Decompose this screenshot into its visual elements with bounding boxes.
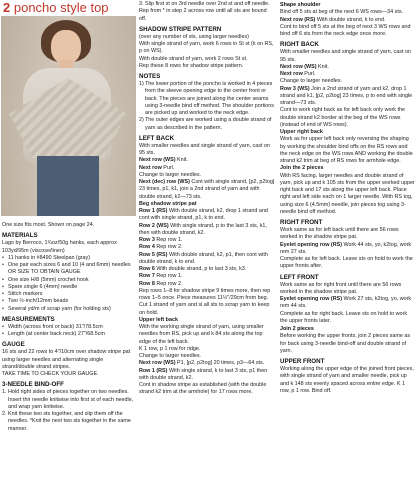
- size-intro: One size fits most. Shown on page 24.: [2, 222, 95, 228]
- instruction-line: [280, 366, 415, 395]
- instruction-line: [280, 311, 415, 326]
- instruction-text: Knit.: [175, 157, 188, 164]
- instruction-text: With single strand, p to the last 3 sts, k1, then with double strand, k2.: [139, 222, 267, 236]
- left-back-instructions: [139, 143, 275, 397]
- right-front-heading: RIGHT FRONT: [280, 219, 323, 226]
- instruction-text: Knit.: [316, 63, 329, 70]
- materials-intro: Lago by Berroco, 1¾oz/50g hanks, each approx 103yd/95m (viscose/linen): [2, 240, 117, 254]
- instruction-label: Upper right back: [280, 129, 323, 135]
- instruction-line: [139, 317, 275, 324]
- instruction-line: [280, 86, 415, 108]
- instruction-text: With smaller needles and single strand of yarn, cast on 95 sts.: [139, 142, 270, 156]
- instruction-text: Change to larger needles.: [139, 171, 202, 178]
- upper-front-instructions: [280, 366, 415, 395]
- join-pieces-instructions: [280, 333, 415, 355]
- gauge-text: 16 sts and 22 rows to 4"/10cm over shadow stripe pat using larger needles and alternating single strand/double strand stripes.: [2, 349, 131, 370]
- instruction-line: [139, 324, 275, 346]
- right-back-instructions: [280, 49, 415, 216]
- instruction-label: Upper left back: [139, 316, 178, 323]
- instruction-text: Bind off 5 sts at beg of the next 6 WS rows—34 sts.: [280, 9, 404, 16]
- instruction-text: Rep row 2.: [154, 244, 183, 251]
- instruction-text: With double strand, k to end.: [315, 16, 386, 23]
- instruction-label: Beg shadow stripe pat: [139, 200, 197, 207]
- instruction-text: Rep row 2.: [154, 280, 183, 287]
- instruction-label: Next row: [139, 164, 162, 171]
- instruction-text: Rep row 1.: [154, 237, 183, 243]
- note-item: 2) The outer edges are worked using a double strand of yarn as described in the pattern.: [139, 117, 272, 131]
- instruction-line: [280, 173, 415, 217]
- right-front-instructions: [280, 227, 415, 271]
- model-photo: [1, 16, 136, 216]
- instruction-text: Rep row 1.: [154, 273, 183, 280]
- instruction-label: Next row (RS): [280, 16, 316, 23]
- instruction-line: [139, 273, 275, 280]
- instruction-line: [280, 227, 415, 242]
- instruction-label: Row 1 (RS): [139, 367, 168, 374]
- instruction-label: Next row (WS): [280, 63, 317, 70]
- instruction-text: With RS facing, larger needles and double strand of yarn, pick up and k 105 sts from the upper worked upper right back and 17 sts along the upper left back. Place right and left side each on 1 larger needle. With RS tog, using size 6 (4.5mm) needle, join pieces tog using 3-needle bind off method.: [280, 172, 415, 215]
- instruction-text: Cont with single strand, [p2, p2tog] 23 times, p1, k1, join a 2nd strand of yarn and with double strand, k2—73 sts.: [139, 179, 275, 200]
- instruction-line: [139, 360, 275, 367]
- instruction-text: Change to larger needles.: [139, 353, 202, 359]
- instruction-line: [280, 107, 415, 129]
- measurements-heading: MEASUREMENTS: [2, 315, 55, 323]
- shadow-stripe-heading: SHADOW STRIPE PATTERN: [139, 25, 222, 33]
- instruction-label: Row 1 (RS): [139, 208, 168, 214]
- materials-item: • Several yd/m of scrap yarn (for holding sts): [2, 306, 134, 313]
- instruction-label: Eyelet opening row (RS): [280, 241, 342, 248]
- instruction-label: Row 3: [139, 237, 155, 243]
- instruction-label: Row 8: [139, 280, 155, 287]
- shape-shoulder-instructions: [280, 9, 415, 38]
- instruction-line: [139, 266, 275, 273]
- instruction-line: [280, 71, 415, 78]
- materials-heading: MATERIALS: [2, 232, 38, 240]
- left-front-instructions: [280, 282, 415, 326]
- instruction-text: Complete as for right back. Leave sts on hold to work the upper fronts later.: [280, 310, 408, 324]
- instruction-text: With smaller needles and single strand of yarn, cast on 95 sts.: [280, 49, 411, 63]
- shadow-stripe-line: With single strand of yarn, work 6 rows in St st (k on RS, p on WS).: [139, 41, 274, 55]
- instruction-line: [139, 288, 275, 317]
- instruction-line: [280, 256, 415, 271]
- bind-off-step-3: 3. Slip first st on 3rd needle over 2nd st and off needle. Rep from * in step 2 across row until all sts are bound off.: [139, 1, 270, 22]
- instruction-text: With the working single strand of yarn, using smaller needles from RS, pick up and k 84 sts along the top edge of the left back.: [139, 324, 264, 345]
- bind-off-steps: [2, 389, 134, 433]
- instruction-label: Row 6: [139, 266, 155, 272]
- instruction-label: Next row (WS): [139, 157, 176, 164]
- materials-item: • 11 hanks in #8490 Steelpan (gray): [2, 255, 134, 262]
- instruction-line: [139, 252, 275, 267]
- note-item: 1) The lower portion of the poncho is worked in 4 pieces from the sleeve opening edge to the center front or back. The pieces are joined along the center seams using 3-needle bind off method. The shoulder portions are picked up and worked to the neck edge.: [139, 81, 274, 116]
- instruction-line: [280, 17, 415, 24]
- instruction-line: [139, 179, 275, 201]
- notes-list: [139, 81, 275, 132]
- instruction-line: [139, 201, 275, 208]
- measurement-item: • Length (at center back neck) 27"/68.5cm: [2, 331, 134, 338]
- materials-list: [2, 255, 134, 313]
- shadow-stripe-line: With double strand of yarn, work 2 rows St st.: [139, 55, 248, 62]
- instruction-label: Next (dec) row (WS): [139, 179, 190, 185]
- instruction-text: With double strand, p to last 3 sts, k3.: [154, 266, 247, 272]
- instruction-line: [280, 296, 415, 311]
- bind-off-heading: 3-NEEDLE BIND-OFF: [2, 381, 64, 389]
- instruction-text: With single strand, k to last 3 sts, p1 then with double strand, k2.: [139, 367, 268, 381]
- instruction-line: [280, 136, 415, 165]
- instruction-text: Work same as for right front until there are 56 rows worked in the shadow stripe pat.: [280, 281, 402, 295]
- instruction-text: Complete as for left back. Leave sts on hold to work the upper fronts after.: [280, 256, 413, 270]
- gauge-heading: GAUGE: [2, 341, 25, 349]
- instruction-text: Purl.: [302, 71, 316, 77]
- instruction-line: [280, 242, 415, 257]
- instruction-line: [139, 382, 275, 397]
- instruction-label: Next row (WS): [139, 360, 176, 367]
- instruction-line: [280, 333, 415, 355]
- instruction-line: [139, 244, 275, 251]
- instruction-line: [139, 353, 275, 360]
- measurement-item: • Width (across front or back) 31"/78.5cm: [2, 324, 134, 331]
- materials-item: • Two ½-inch/12mm beads: [2, 298, 134, 305]
- column-middle: [139, 1, 275, 397]
- instruction-line: [139, 281, 275, 288]
- instruction-text: Cont in shadow stripe as established (with the double strand k2 trim at the armhole) for 17 rows more.: [139, 382, 267, 396]
- instruction-text: Before working the upper fronts, join 2 pieces same as for back using 3-needle bind-off and double strand of yarn.: [280, 333, 411, 354]
- instruction-line: [139, 157, 275, 164]
- instruction-line: [139, 208, 275, 223]
- instruction-text: Work same as for left back until there are 56 rows worked in the shadow stripe pat.: [280, 227, 399, 241]
- instruction-label: Join the 2 pieces: [280, 165, 324, 172]
- instruction-text: Working along the upper edge of the joined front pieces, with single strand of yarn and smaller needle, pick up and k 148 sts evenly spaced across entire edge. K 1 row, p 1 row. Bind off.: [280, 366, 414, 394]
- instruction-text: Work 44 sts, yo, k2tog, work rem 27 sts.: [280, 241, 412, 255]
- instruction-label: Row 2 (WS): [139, 222, 169, 229]
- instruction-text: Cont to bind off 5 sts at the beg of next 3 WS rows and bind off 6 sts from the neck edge once more.: [280, 23, 411, 37]
- instruction-line: [139, 237, 275, 244]
- bind-off-step: 1. Hold right sides of pieces together on two needles. Insert thir needle knitwise into first st of each needle, and wrap yarn knitwise.: [2, 389, 134, 410]
- instruction-label: Row 3 (WS): [280, 85, 310, 92]
- left-back-heading: LEFT BACK: [139, 134, 175, 142]
- instruction-line: [139, 172, 275, 179]
- column-right: [280, 1, 415, 395]
- instruction-text: With double strand, k2, p1, then cont with double strand, k to end.: [139, 251, 268, 265]
- materials-item: • One size H/8 (5mm) crochet hook: [2, 277, 134, 284]
- pattern-title: [3, 0, 109, 15]
- instruction-text: P1, [p2, p2tog] 20 times, p3—64 sts.: [175, 360, 265, 367]
- left-front-heading: LEFT FRONT: [280, 273, 319, 281]
- instruction-line: [139, 165, 275, 172]
- materials-item: • Stitch markers: [2, 291, 134, 298]
- bind-off-step: 2. Knit these two sts together, and slip them off the needles. *Knit the next two sts together in the same manner.: [2, 411, 131, 432]
- instruction-line: [139, 368, 275, 383]
- instruction-label: Row 4: [139, 244, 155, 251]
- instruction-label: Next row: [280, 71, 303, 77]
- shadow-stripe-sub: (over any number of sts, using larger needles): [139, 33, 249, 40]
- materials-item: • One pair each sizes 6 and 10 (4 and 6mm) needles OR SIZE TO OBTAIN GAUGE: [2, 262, 134, 277]
- materials-item: • Spare single 6 (4mm) needle: [2, 284, 134, 291]
- pattern-number: 2: [3, 0, 11, 15]
- instruction-text: Rep rows 1–8 for shadow stripe 9 times more, then rep rows 1–5 once. Piece measures 11½"/29cm from beg. Cut 1 strand of yarn and sl all sts to scrap yarn to keep on hold.: [139, 287, 271, 316]
- instruction-text: Change to larger needles.: [280, 78, 343, 85]
- instruction-line: [280, 64, 415, 71]
- instruction-line: [280, 282, 415, 297]
- join-pieces-heading: Join 2 pieces: [280, 326, 314, 332]
- instruction-text: Cont to work right back as for left back only work the double strand k2 border at the beg of the WS rows (instead of end of WS rows).: [280, 107, 405, 128]
- instruction-line: [280, 165, 415, 172]
- shadow-stripe-line: Rep these 8 rows for shadow stripe pattern.: [139, 62, 244, 69]
- instruction-label: Row 7: [139, 273, 155, 280]
- instruction-line: [139, 223, 275, 238]
- instruction-line: [280, 9, 415, 16]
- instruction-line: [280, 78, 415, 85]
- instruction-text: With double strand, k2, drop 1 strand and cont with single strand, p1, k to end.: [139, 208, 268, 222]
- notes-heading: NOTES: [139, 73, 161, 80]
- instruction-label: Row 5 (RS): [139, 251, 168, 258]
- upper-front-heading: UPPER FRONT: [280, 358, 325, 365]
- pattern-name: poncho style top: [13, 0, 109, 15]
- measurements-list: [2, 324, 134, 339]
- instruction-line: [280, 129, 415, 136]
- instruction-line: [139, 346, 275, 353]
- instruction-text: Join a 2nd strand of yarn and k2, drop 1 strand and k1, [p2, p2tog] 23 times, p to end with single strand—73 sts.: [280, 85, 413, 106]
- instruction-label: Eyelet opening row (RS): [280, 296, 342, 302]
- instruction-line: [280, 49, 415, 64]
- shape-shoulder-heading: Shape shoulder: [280, 2, 321, 8]
- right-back-heading: RIGHT BACK: [280, 41, 319, 49]
- instruction-line: [280, 24, 415, 39]
- instruction-text: K 1 row, p 1 row for ridge.: [139, 345, 201, 352]
- gauge-check: TAKE TIME TO CHECK YOUR GAUGE.: [2, 371, 99, 377]
- column-left: [2, 222, 134, 433]
- instruction-text: Work as for upper left back only reversing the shaping by working the shoulder bind offs on the RS rows and the neck edge on the WS rows AND working the double strand k2 trim at beg of RS rows for armhole edge.: [280, 136, 413, 164]
- instruction-text: Purl.: [161, 164, 175, 171]
- instruction-text: Work 27 sts, k2tog, yo, work rem 44 sts.: [280, 296, 412, 310]
- instruction-line: [139, 143, 275, 158]
